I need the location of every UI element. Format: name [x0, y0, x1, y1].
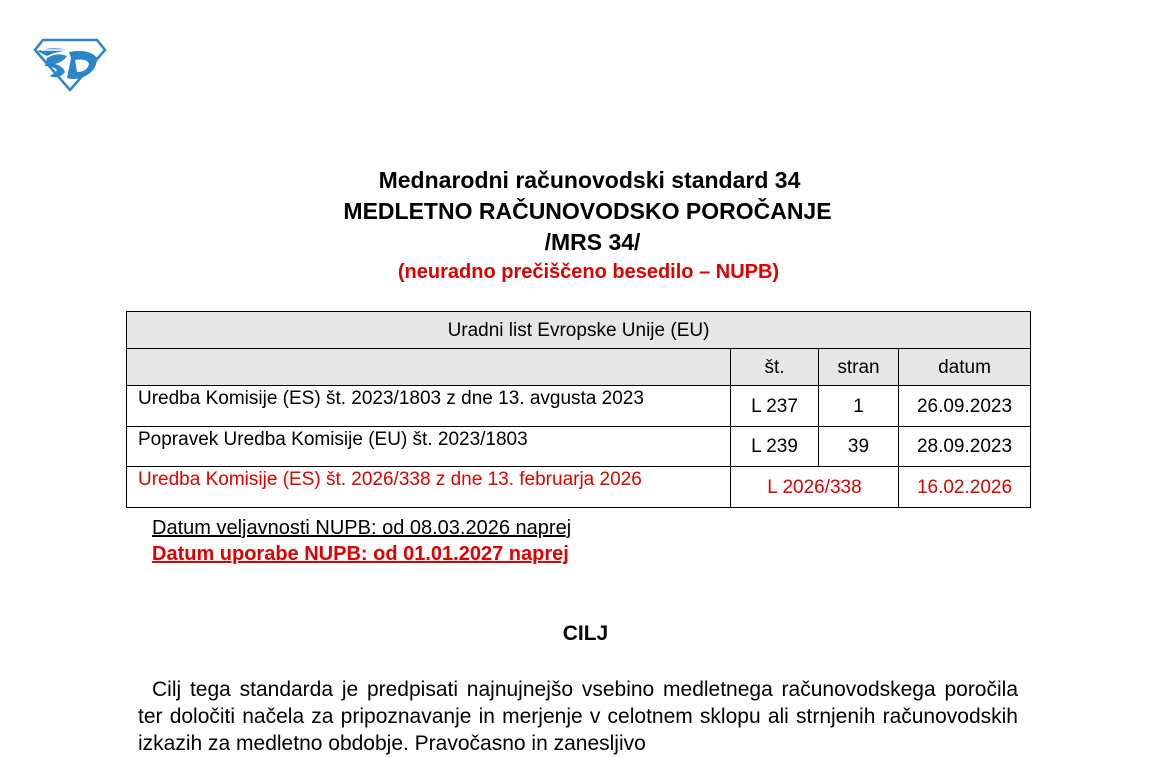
- row-description: Uredba Komisije (ES) št. 2026/338 z dne 13. februarja 2026: [127, 467, 731, 508]
- table-row: [127, 386, 1031, 427]
- company-logo-icon: [33, 38, 107, 92]
- row-datum: 16.02.2026: [899, 467, 1031, 508]
- row-stran: 39: [819, 427, 899, 467]
- table-header-empty: [127, 349, 731, 386]
- document-subject: MEDLETNO RAČUNOVODSKO POROČANJE: [343, 198, 832, 224]
- row-stran: 1: [819, 386, 899, 427]
- table-row: [127, 467, 1031, 508]
- application-date: Datum uporabe NUPB: od 01.01.2027 naprej: [152, 543, 569, 565]
- row-st: L 2026/338: [731, 467, 899, 508]
- table-header-st: št.: [731, 349, 819, 386]
- table-caption: Uradni list Evropske Unije (EU): [127, 312, 1031, 349]
- table-row: [127, 427, 1031, 467]
- row-description: Uredba Komisije (ES) št. 2023/1803 z dne 13. avgusta 2023: [127, 386, 731, 427]
- document-title: Mednarodni računovodski standard 34: [378, 167, 801, 193]
- row-st: L 239: [731, 427, 819, 467]
- section-heading: CILJ: [562, 622, 609, 645]
- document-code: /MRS 34/: [544, 229, 641, 255]
- table-header-stran: stran: [819, 349, 899, 386]
- row-description: Popravek Uredba Komisije (EU) št. 2023/1803: [127, 427, 731, 467]
- row-datum: 28.09.2023: [899, 427, 1031, 467]
- table-header-datum: datum: [899, 349, 1031, 386]
- official-journal-table: [126, 311, 1031, 508]
- document-subtitle: (neuradno prečiščeno besedilo – NUPB): [397, 261, 780, 283]
- row-st: L 237: [731, 386, 819, 427]
- validity-date: Datum veljavnosti NUPB: od 08.03.2026 naprej: [152, 517, 572, 539]
- section-paragraph: Cilj tega standarda je predpisati najnujnejšo vsebino medletnega računovodskega poročila ter določiti načela za pripoznavanje in merjenje v celotnem sklopu ali strnjenih računovodskih izkazih za medletno obdobje. Pravočasno in zanesljivo: [138, 678, 1018, 755]
- row-datum: 26.09.2023: [899, 386, 1031, 427]
